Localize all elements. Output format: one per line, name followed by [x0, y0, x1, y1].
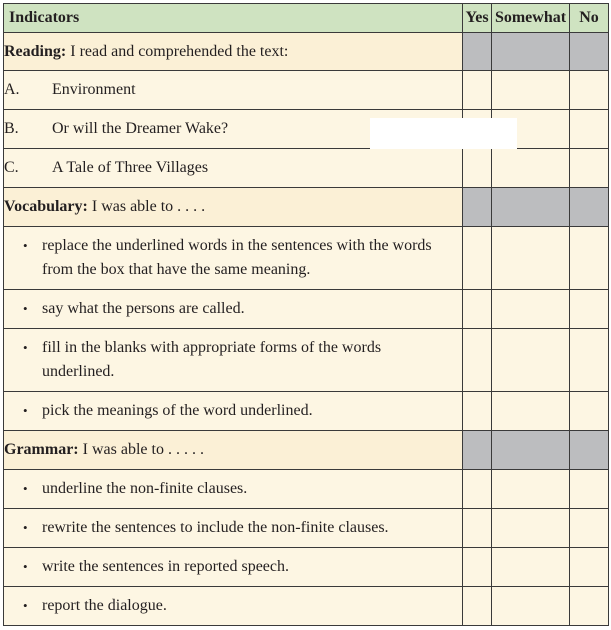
bullet-icon: • — [23, 403, 28, 418]
grammar-item — [4, 470, 463, 509]
grammar-text: I was able to . . . . . — [78, 441, 204, 458]
vocabulary-item — [4, 392, 463, 431]
no-checkbox-cell[interactable] — [570, 71, 609, 110]
somewhat-header: Somewhat — [492, 4, 570, 33]
reading-label: Reading: — [4, 42, 67, 60]
no-checkbox-cell[interactable] — [570, 587, 609, 626]
reading-item-c — [4, 149, 463, 188]
vocabulary-text: I was able to . . . . — [87, 198, 206, 215]
yes-checkbox-cell[interactable] — [463, 548, 492, 587]
no-cell-shaded — [570, 33, 609, 71]
somewhat-checkbox-cell[interactable] — [492, 329, 570, 392]
somewhat-cell-shaded — [492, 431, 570, 470]
table-row — [4, 290, 609, 329]
somewhat-checkbox-cell[interactable] — [492, 587, 570, 626]
item-text: A Tale of Three Villages — [52, 159, 209, 176]
item-text: write the sentences in reported speech. — [42, 558, 290, 575]
somewhat-checkbox-cell[interactable] — [492, 149, 570, 188]
somewhat-checkbox-cell[interactable] — [492, 227, 570, 290]
item-letter: C. — [4, 159, 19, 176]
indicators-header: Indicators — [4, 4, 463, 33]
vocabulary-section-row — [4, 188, 609, 227]
grammar-item — [4, 587, 463, 626]
no-header: No — [570, 4, 609, 33]
no-checkbox-cell[interactable] — [570, 110, 609, 149]
item-text: say what the persons are called. — [42, 300, 245, 317]
vocabulary-item — [4, 227, 463, 290]
reading-section-row — [4, 33, 609, 71]
yes-checkbox-cell[interactable] — [463, 227, 492, 290]
no-checkbox-cell[interactable] — [570, 392, 609, 431]
vocabulary-item — [4, 290, 463, 329]
somewhat-cell-shaded — [492, 33, 570, 71]
grammar-item — [4, 548, 463, 587]
table-row — [4, 227, 609, 290]
bullet-icon: • — [23, 481, 28, 496]
bullet-icon: • — [23, 301, 28, 316]
vocabulary-item — [4, 329, 463, 392]
table-row — [4, 470, 609, 509]
item-letter: A. — [4, 81, 20, 98]
table-row — [4, 329, 609, 392]
somewhat-checkbox-cell[interactable] — [492, 290, 570, 329]
yes-cell-shaded — [463, 188, 492, 227]
table-row — [4, 392, 609, 431]
reading-text: I read and comprehended the text: — [66, 42, 289, 60]
grammar-heading — [4, 431, 463, 470]
item-text: fill in the blanks with appropriate forms of the words underlined. — [42, 339, 382, 380]
yes-checkbox-cell[interactable] — [463, 71, 492, 110]
table-row — [4, 509, 609, 548]
somewhat-checkbox-cell[interactable] — [492, 392, 570, 431]
bullet-icon: • — [23, 598, 28, 613]
item-text: pick the meanings of the word underlined. — [42, 402, 313, 419]
vocabulary-label: Vocabulary: — [4, 198, 88, 215]
somewhat-checkbox-cell[interactable] — [492, 509, 570, 548]
somewhat-checkbox-cell[interactable] — [492, 548, 570, 587]
grammar-label: Grammar: — [4, 441, 79, 458]
no-cell-shaded — [570, 431, 609, 470]
no-checkbox-cell[interactable] — [570, 329, 609, 392]
item-text: Environment — [52, 81, 136, 98]
no-checkbox-cell[interactable] — [570, 149, 609, 188]
no-checkbox-cell[interactable] — [570, 290, 609, 329]
table-row — [4, 71, 609, 110]
yes-checkbox-cell[interactable] — [463, 470, 492, 509]
yes-cell-shaded — [463, 33, 492, 71]
grammar-section-row — [4, 431, 609, 470]
table-row — [4, 110, 609, 149]
table-row — [4, 149, 609, 188]
reading-item-a — [4, 71, 463, 110]
vocabulary-heading — [4, 188, 463, 227]
item-text: Or will the Dreamer Wake? — [52, 120, 229, 137]
no-checkbox-cell[interactable] — [570, 509, 609, 548]
yes-checkbox-cell[interactable] — [463, 290, 492, 329]
somewhat-cell-shaded — [492, 188, 570, 227]
yes-checkbox-cell[interactable] — [463, 149, 492, 188]
yes-header: Yes — [463, 4, 492, 33]
yes-checkbox-cell[interactable] — [463, 509, 492, 548]
bullet-icon: • — [23, 520, 28, 535]
no-checkbox-cell[interactable] — [570, 470, 609, 509]
yes-checkbox-cell[interactable] — [463, 329, 492, 392]
item-text: report the dialogue. — [42, 597, 167, 614]
somewhat-checkbox-cell[interactable] — [492, 470, 570, 509]
header-row — [4, 4, 609, 33]
item-letter: B. — [4, 120, 19, 137]
bullet-icon: • — [23, 238, 28, 253]
reading-heading — [4, 33, 463, 71]
no-checkbox-cell[interactable] — [570, 227, 609, 290]
bullet-icon: • — [23, 340, 28, 355]
item-text: replace the underlined words in the sentences with the words from the box that have the same meaning. — [42, 237, 432, 278]
bullet-icon: • — [23, 559, 28, 574]
item-text: underline the non-finite clauses. — [42, 480, 248, 497]
yes-checkbox-cell[interactable] — [463, 392, 492, 431]
yes-checkbox-cell[interactable] — [463, 587, 492, 626]
white-redaction-box — [370, 118, 517, 149]
table-row — [4, 548, 609, 587]
no-checkbox-cell[interactable] — [570, 548, 609, 587]
item-text: rewrite the sentences to include the non-finite clauses. — [42, 519, 389, 536]
no-cell-shaded — [570, 188, 609, 227]
table-row — [4, 587, 609, 626]
self-assessment-table — [3, 3, 609, 626]
yes-cell-shaded — [463, 431, 492, 470]
grammar-item — [4, 509, 463, 548]
somewhat-checkbox-cell[interactable] — [492, 71, 570, 110]
